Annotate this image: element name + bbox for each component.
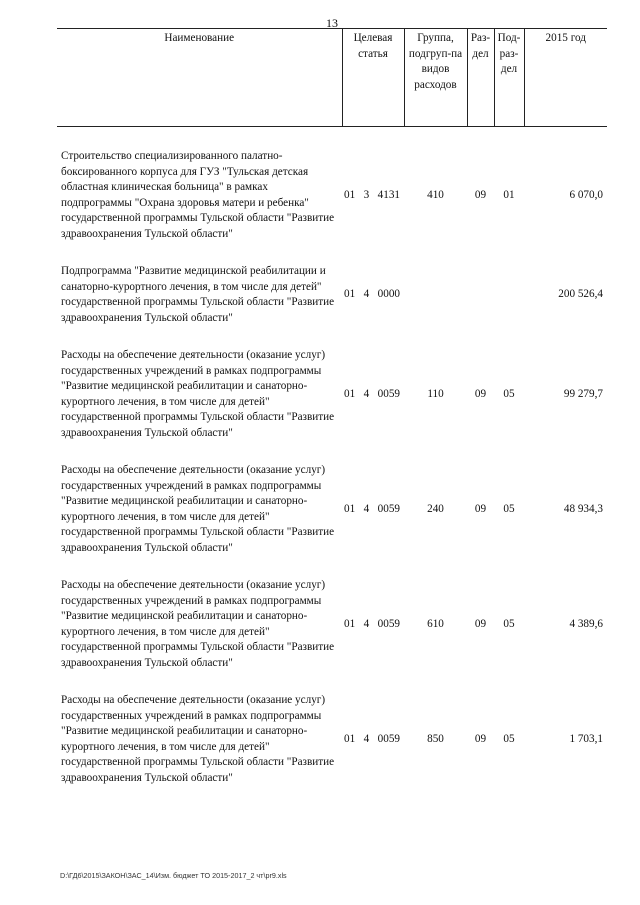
row-amount: 99 279,7: [563, 387, 603, 400]
row-target-subprogram: 4: [363, 617, 370, 630]
header-target: Целевая статья: [342, 29, 404, 127]
row-target-code: 0059: [377, 502, 400, 515]
header-year: 2015 год: [524, 29, 607, 127]
file-path-footer: D:\ГД6\2015\ЗАКОН\ЗАС_14\Изм. бюджет ТО 2015-2017_2 чт\pr9.xls: [60, 871, 287, 880]
row-section: [467, 264, 494, 326]
row-subsection: 05: [503, 617, 515, 630]
row-target: [342, 693, 404, 786]
row-target-code: 0059: [377, 732, 400, 745]
table-row: [57, 348, 607, 441]
header-subsection: Под-раз-дел: [494, 29, 524, 127]
row-target-program: 01: [344, 502, 356, 515]
table-header-row: [57, 29, 607, 127]
row-name: Расходы на обеспечение деятельности (оказание услуг) государственных учреждений в рамках подпрограммы "Развитие медицинской реабилитации и санаторно-курортного лечения, в том числе для детей" государственной программы Тульской области "Развитие здравоохранения Тульской области": [61, 694, 335, 784]
row-name: Подпрограмма "Развитие медицинской реабилитации и санаторно-курортного лечения, в том числе для детей" государственной программы Тульской области "Развитие здравоохранения Тульской области": [61, 265, 335, 324]
row-section: 09: [474, 732, 487, 745]
table-row: [57, 463, 607, 556]
row-section: 09: [474, 617, 487, 630]
row-target-program: 01: [344, 188, 356, 201]
row-target-code: 4131: [377, 188, 400, 201]
row-target-program: 01: [344, 732, 356, 745]
row-target-subprogram: 3: [363, 188, 370, 201]
table-body: [57, 127, 607, 787]
row-target-program: 01: [344, 387, 356, 400]
row-target-subprogram: 4: [363, 387, 370, 400]
row-spacer: [57, 326, 607, 348]
row-spacer: [57, 242, 607, 264]
row-group: 240: [427, 502, 444, 515]
page-number: 13: [326, 16, 338, 30]
row-target: [342, 463, 404, 556]
row-subsection: 05: [503, 387, 515, 400]
row-name: Строительство специализированного палатно-боксированного корпуса для ГУЗ "Тульская детская областная клиническая больница" в рамках подпрограммы "Охрана здоровья матери и ребенка" государственной программы Тульской области "Развитие здравоохранения Тульской области": [61, 150, 335, 240]
header-group: Группа, подгруп-па видов расходов: [404, 29, 467, 127]
row-target-code: 0059: [377, 617, 400, 630]
row-target-code: 0000: [377, 288, 400, 301]
row-group: 850: [427, 732, 444, 745]
row-subsection: [494, 264, 524, 326]
row-section: 09: [474, 502, 487, 515]
row-target-subprogram: 4: [363, 732, 370, 745]
row-target: [342, 264, 404, 326]
row-name: Расходы на обеспечение деятельности (оказание услуг) государственных учреждений в рамках подпрограммы "Развитие медицинской реабилитации и санаторно-курортного лечения, в том числе для детей" государственной программы Тульской области "Развитие здравоохранения Тульской области": [61, 579, 335, 669]
table-row: [57, 149, 607, 242]
row-target-code: 0059: [377, 387, 400, 400]
row-target-program: 01: [344, 288, 356, 301]
table-row: [57, 693, 607, 786]
row-subsection: 05: [503, 502, 515, 515]
row-amount: 200 526,4: [558, 288, 603, 301]
header-section: Раз-дел: [467, 29, 494, 127]
row-section: 09: [474, 387, 487, 400]
row-spacer: [57, 556, 607, 578]
table-row: [57, 264, 607, 326]
row-target: [342, 578, 404, 671]
row-subsection: 05: [503, 732, 515, 745]
row-amount: 6 070,0: [569, 188, 603, 201]
row-name: Расходы на обеспечение деятельности (оказание услуг) государственных учреждений в рамках подпрограммы "Развитие медицинской реабилитации и санаторно-курортного лечения, в том числе для детей" государственной программы Тульской области "Развитие здравоохранения Тульской области": [61, 464, 335, 554]
row-group: 410: [427, 188, 444, 201]
row-group: [404, 264, 467, 326]
row-name: Расходы на обеспечение деятельности (оказание услуг) государственных учреждений в рамках подпрограммы "Развитие медицинской реабилитации и санаторно-курортного лечения, в том числе для детей" государственной программы Тульской области "Развитие здравоохранения Тульской области": [61, 349, 335, 439]
row-target-subprogram: 4: [363, 502, 370, 515]
row-target-program: 01: [344, 617, 356, 630]
budget-table: [57, 28, 607, 786]
row-amount: 1 703,1: [569, 732, 603, 745]
row-amount: 4 389,6: [569, 617, 603, 630]
row-target-subprogram: 4: [363, 288, 370, 301]
row-target: [342, 348, 404, 441]
row-group: 610: [427, 617, 444, 630]
row-spacer: [57, 671, 607, 693]
row-spacer: [57, 441, 607, 463]
row-group: 110: [427, 387, 444, 400]
row-target: [342, 149, 404, 242]
row-section: 09: [474, 188, 487, 201]
row-subsection: 01: [503, 188, 515, 201]
row-amount: 48 934,3: [563, 502, 603, 515]
header-name: Наименование: [57, 29, 342, 127]
table-row: [57, 578, 607, 671]
row-spacer: [57, 127, 607, 150]
